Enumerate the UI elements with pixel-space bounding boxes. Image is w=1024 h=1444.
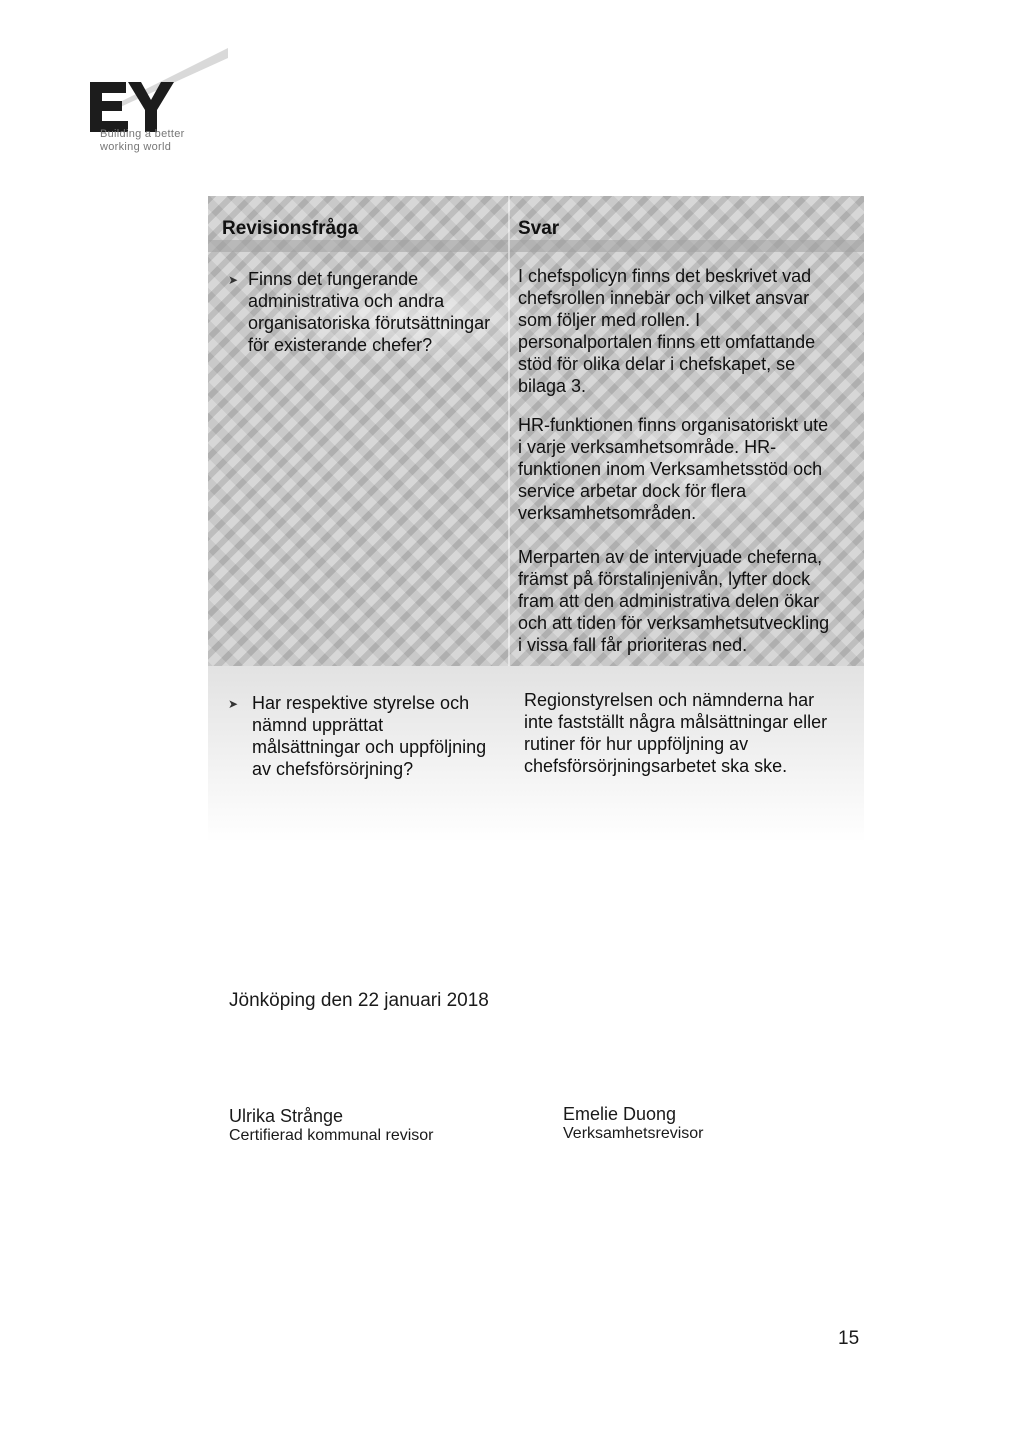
text-line: chefsrollen innebär och vilket ansvar	[518, 288, 810, 308]
question-1	[248, 268, 508, 356]
answer-2	[524, 689, 860, 777]
text-line: fram att den administrativa delen ökar	[518, 591, 820, 611]
tagline-line: Building a better	[100, 128, 185, 140]
text-line: av chefsförsörjning?	[252, 759, 414, 779]
text-line: chefsförsörjningsarbetet ska ske.	[524, 756, 788, 776]
text-line: stöd för olika delar i chefskapet, se	[518, 354, 796, 374]
header-question: Revisionsfråga	[222, 218, 359, 239]
text-line: bilaga 3.	[518, 376, 587, 396]
tagline-line: working world	[100, 141, 172, 153]
text-line: service arbetar dock för flera	[518, 481, 747, 501]
signer-name: Emelie Duong	[563, 1104, 677, 1124]
text-line: Finns det fungerande	[248, 269, 419, 289]
text-line: främst på förstalinjenivån, lyfter dock	[518, 569, 811, 589]
text-line: nämnd upprättat	[252, 715, 384, 735]
ey-tagline	[100, 128, 185, 154]
signer-2	[563, 1104, 704, 1143]
signer-name: Ulrika Strånge	[229, 1106, 344, 1126]
text-line: HR-funktionen finns organisatoriskt ute	[518, 415, 829, 435]
text-line: organisatoriska förutsättningar	[248, 313, 491, 333]
text-line: Merparten av de intervjuade cheferna,	[518, 547, 823, 567]
text-line: funktionen inom Verksamhetsstöd och	[518, 459, 823, 479]
question-2	[252, 692, 508, 780]
page-number: 15	[838, 1328, 860, 1349]
answer-1-paragraph-1	[518, 265, 858, 397]
text-line: för existerande chefer?	[248, 335, 433, 355]
text-line: verksamhetsområden.	[518, 503, 697, 523]
signer-title: Certifierad kommunal revisor	[229, 1127, 434, 1144]
place-date: Jönköping den 22 januari 2018	[229, 990, 489, 1011]
header-divider	[208, 240, 864, 252]
arrow-bullet-icon: ➤	[228, 273, 239, 287]
answer-1-paragraph-3	[518, 546, 858, 656]
signer-1	[229, 1106, 434, 1145]
text-line: Har respektive styrelse och	[252, 693, 470, 713]
text-line: i varje verksamhetsområde. HR-	[518, 437, 777, 457]
text-line: som följer med rollen. I	[518, 310, 701, 330]
text-line: inte fastställt några målsättningar eller	[524, 712, 828, 732]
text-line: i vissa fall får prioriteras ned.	[518, 635, 748, 655]
arrow-bullet-icon: ➤	[228, 697, 239, 711]
header-answer: Svar	[518, 218, 560, 239]
text-line: administrativa och andra	[248, 291, 445, 311]
answer-1-paragraph-2	[518, 414, 858, 524]
signer-title: Verksamhetsrevisor	[563, 1125, 704, 1142]
text-line: målsättningar och uppföljning	[252, 737, 487, 757]
text-line: och att tiden för verksamhetsutveckling	[518, 613, 830, 633]
column-divider	[508, 196, 510, 666]
text-line: rutiner för hur uppföljning av	[524, 734, 749, 754]
text-line: personalportalen finns ett omfattande	[518, 332, 816, 352]
text-line: I chefspolicyn finns det beskrivet vad	[518, 266, 812, 286]
text-line: Regionstyrelsen och nämnderna har	[524, 690, 815, 710]
